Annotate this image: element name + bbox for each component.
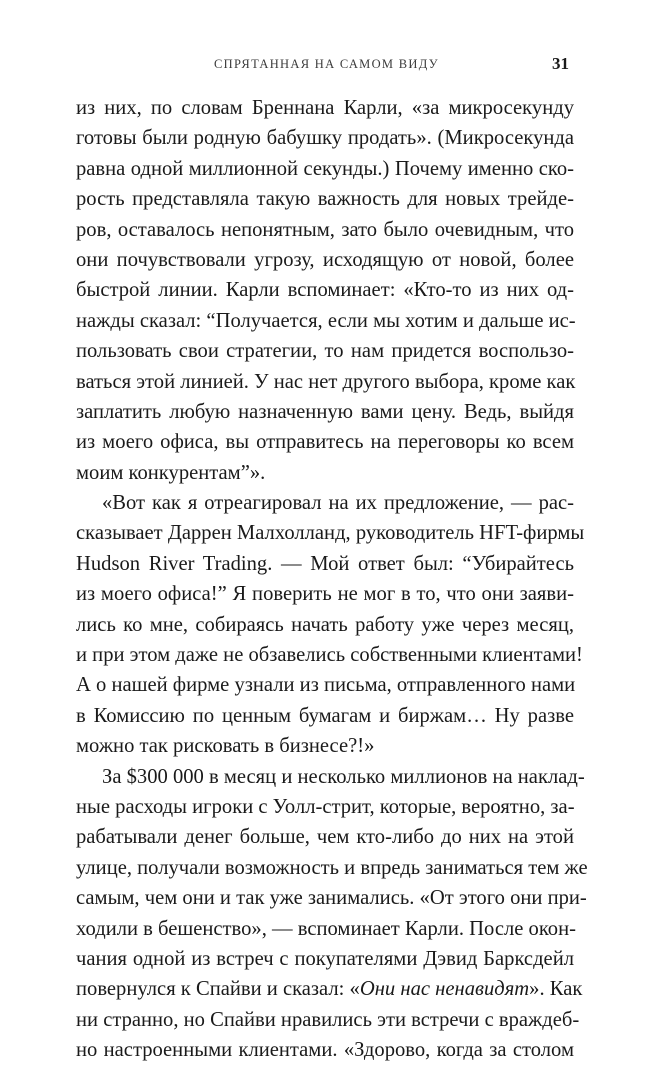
text-line-with-italic [76, 974, 583, 1004]
text-line: равна одной миллионной секунды.) Почему именно ско- [76, 157, 574, 180]
text-line: из моего офиса, вы отправитесь на переговоры ко всем [76, 431, 574, 454]
text-run: ». Как [529, 978, 583, 1001]
text-line: пользовать свои стратегии, то нам придется воспользо- [76, 340, 574, 363]
text-line: За $300 000 в месяц и несколько миллионов на наклад- [102, 765, 585, 788]
text-line: ные расходы игроки с Уолл-стрит, которые, вероятно, за- [76, 795, 575, 818]
text-line: нажды сказал: “Получается, если мы хотим и дальше ис- [76, 309, 576, 332]
text-line: и при этом даже не обзавелись собственными клиентами! [76, 644, 583, 667]
text-run: повернулся к Спайви и сказал: « [76, 978, 360, 1001]
text-line: улице, получали возможность и впредь заниматься тем же [76, 856, 588, 879]
running-title: СПРЯТАННАЯ НА САМОМ ВИДУ [214, 57, 439, 71]
text-line: чания одной из встреч с покупателями Дэвид Барксдейл [76, 947, 574, 970]
text-line: сказывает Даррен Малхолланд, руководитель HFT-фирмы [76, 522, 585, 545]
text-line: рость представляла такую важность для новых трейде- [76, 188, 574, 211]
text-line: моим конкурентам”». [76, 461, 266, 484]
text-line: они почувствовали угрозу, исходящую от новой, более [76, 248, 574, 271]
text-line: из моего офиса!” Я поверить не мог в то, что они заяви- [76, 583, 574, 606]
text-line: можно так рисковать в бизнесе?!» [76, 735, 375, 758]
text-line: ваться этой линией. У нас нет другого выбора, кроме как [76, 370, 576, 393]
page-number: 31 [552, 54, 569, 73]
text-line: но настроенными клиентами. «Здорово, когда за столом [76, 1039, 574, 1062]
running-header [0, 54, 672, 74]
text-line: ров, оставалось непонятным, зато было очевидным, что [76, 218, 574, 241]
text-line: самым, чем они и так уже занимались. «От этого они при- [76, 887, 587, 910]
text-line: лись ко мне, собираясь начать работу уже через месяц, [76, 613, 574, 636]
italic-phrase: Они нас ненавидят [359, 978, 530, 1001]
text-line: быстрой линии. Карли вспоминает: «Кто-то из них од- [76, 279, 574, 302]
text-line: заплатить любую назначенную вами цену. Ведь, выйдя [76, 400, 574, 423]
text-line: ходили в бешенство», — вспоминает Карли. После окон- [76, 917, 576, 940]
text-line: «Вот как я отреагировал на их предложение, — рас- [102, 492, 574, 515]
text-line: Hudson River Trading. — Мой ответ был: “Убирайтесь [76, 552, 574, 575]
text-line: рабатывали денег больше, чем кто-либо до них на этой [76, 826, 574, 849]
text-line: в Комиссию по ценным бумагам и биржам… Ну разве [76, 704, 574, 727]
paragraph-1 [76, 93, 574, 488]
text-line: из них, по словам Бреннана Карли, «за микросекунду [76, 97, 574, 119]
body-text [76, 93, 588, 1066]
paragraph-3 [76, 762, 588, 1066]
text-line: готовы были родную бабушку продать». (Микросекунда [76, 127, 574, 150]
text-line: ни странно, но Спайви нравились эти встречи с враждеб- [76, 1008, 580, 1031]
text-line: А о нашей фирме узнали из письма, отправленного нами [76, 674, 576, 697]
paragraph-2 [76, 488, 585, 762]
